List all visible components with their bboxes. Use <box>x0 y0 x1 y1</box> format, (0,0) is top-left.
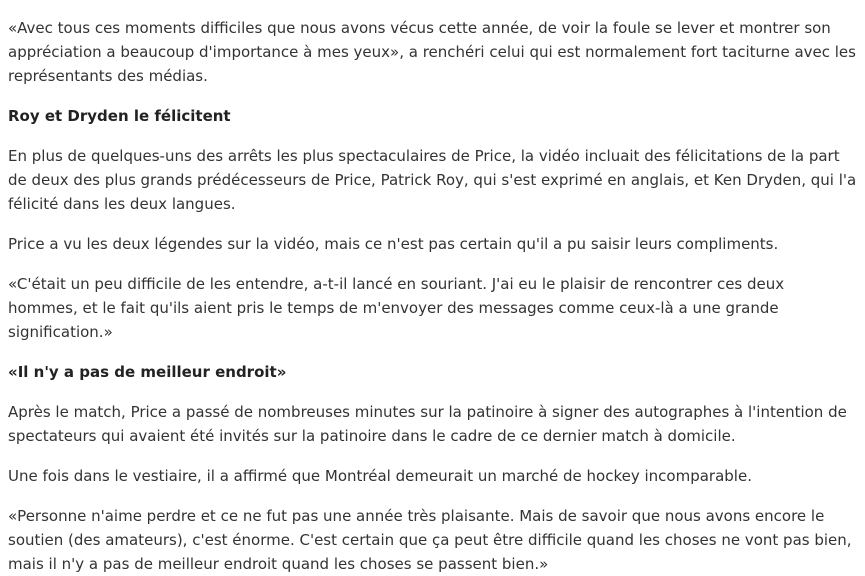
paragraph-quote-crowd: «Avec tous ces moments difficiles que nous avons vécus cette année, de voir la foule se lever et montrer son appréciation a beaucoup d'importance à mes yeux», a renchéri celui qui est normalement fort taciturne avec les représentants des médias. <box>8 19 856 85</box>
paragraph-video-congratulations: En plus de quelques-uns des arrêts les plus spectaculaires de Price, la vidéo incluait des félicitations de la part de deux des plus grands prédécesseurs de Price, Patrick Roy, qui s'est exprimé en anglais, et Ken Dryden, qui l'a félicité dans les deux langues. <box>8 147 857 213</box>
paragraph-autographs: Après le match, Price a passé de nombreuses minutes sur la patinoire à signer des autographes à l'intention de spectateurs qui avaient été invités sur la patinoire dans le cadre de ce dernier match à domicile. <box>8 403 847 445</box>
section-heading-best-place: «Il n'y a pas de meilleur endroit» <box>8 363 287 381</box>
paragraph-quote-hard-to-hear: «C'était un peu difficile de les entendre, a-t-il lancé en souriant. J'ai eu le plaisir de rencontrer ces deux hommes, et le fait qu'ils aient pris le temps de m'envoyer des messages comme ceux-là a une grande signification.» <box>8 275 785 341</box>
paragraph-locker-room: Une fois dans le vestiaire, il a affirmé que Montréal demeurait un marché de hockey incomparable. <box>8 467 752 485</box>
section-heading-roy-dryden: Roy et Dryden le félicitent <box>8 107 231 125</box>
paragraph-quote-nobody-likes-losing: «Personne n'aime perdre et ce ne fut pas une année très plaisante. Mais de savoir que nous avons encore le soutien (des amateurs), c'est énorme. C'est certain que ça peut être difficile quand les choses ne vont pas bien, mais il n'y a pas de meilleur endroit quand les choses se passent bien.» <box>8 507 852 573</box>
paragraph-legends-video: Price a vu les deux légendes sur la vidéo, mais ce n'est pas certain qu'il a pu saisir leurs compliments. <box>8 235 779 253</box>
